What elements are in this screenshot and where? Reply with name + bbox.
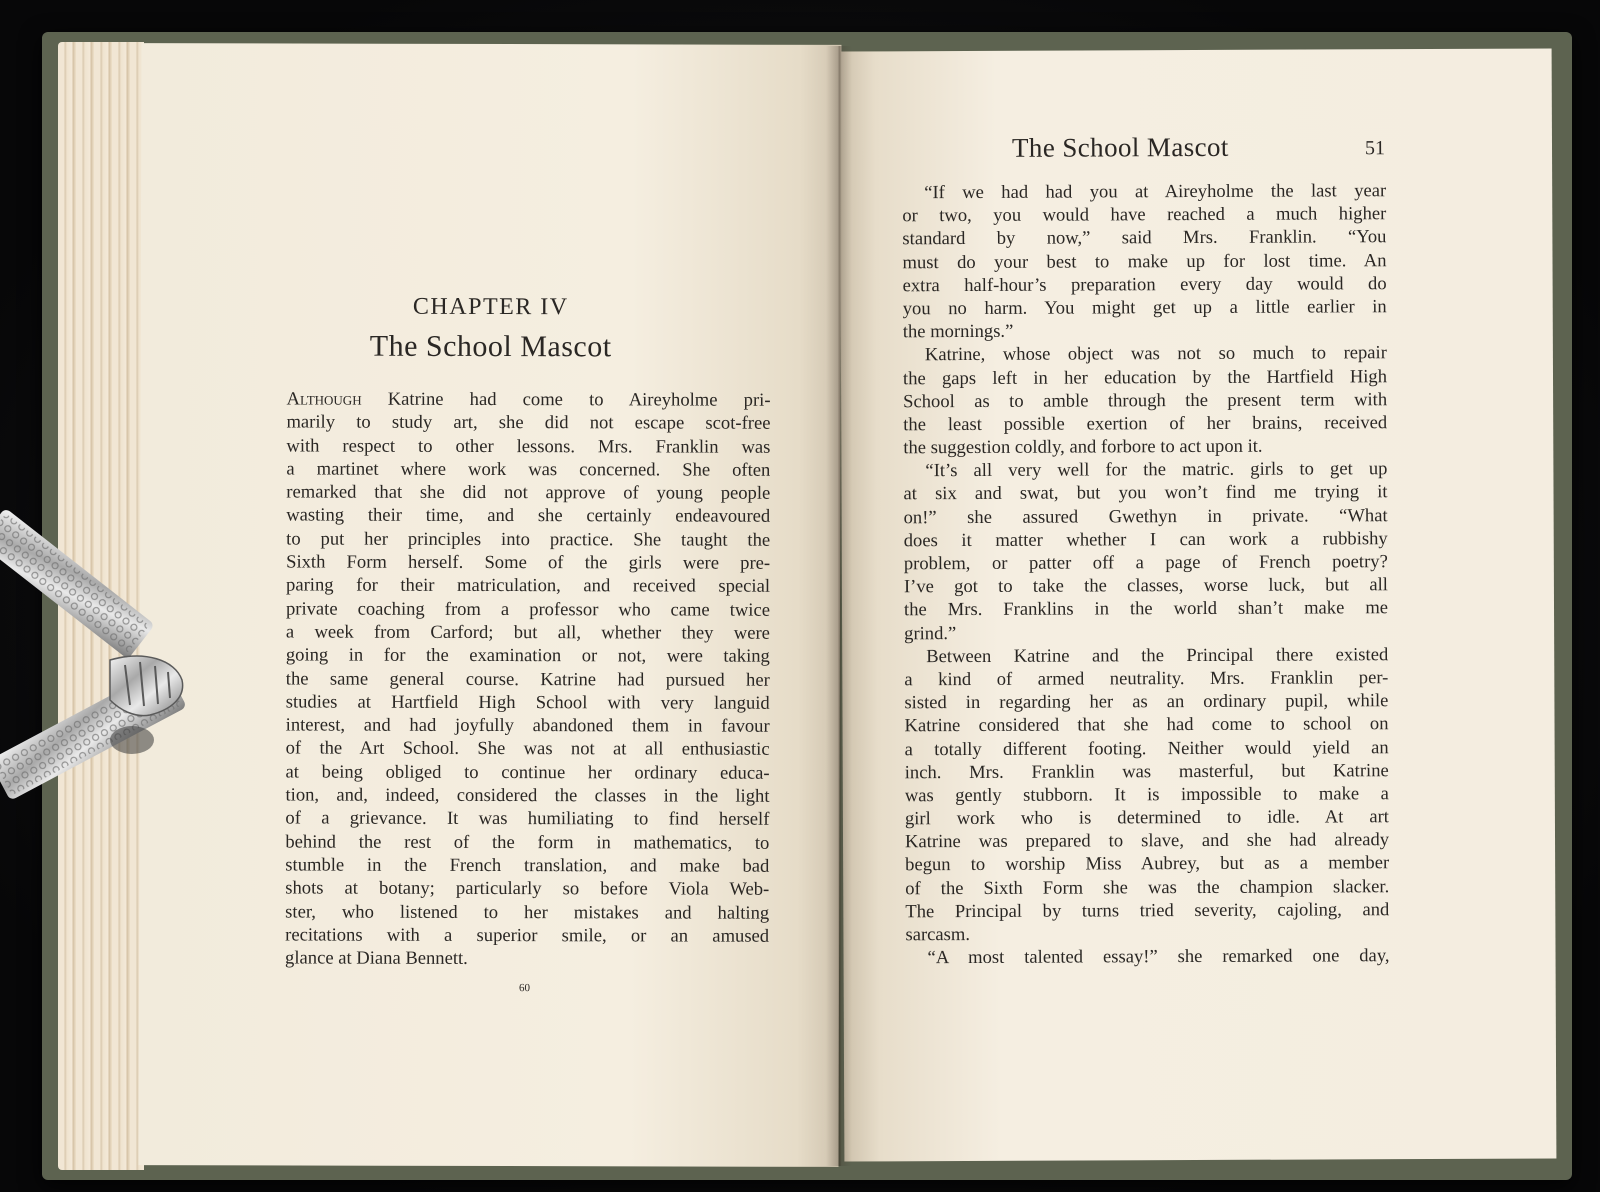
text-line: private coaching from a professor who came twice	[285, 598, 771, 621]
text-line: The Principal by turns tried severity, cajoling, and	[905, 898, 1390, 923]
text-line: marily to study art, she did not escape scot-free	[286, 411, 771, 435]
text-line: a totally different footing. Neither would yield an	[904, 736, 1389, 760]
text-line: begun to worship Miss Aubrey, but as a member	[905, 852, 1390, 876]
text-line: the least possible exertion of her brains, received	[903, 412, 1388, 436]
text-line: grind.”	[904, 622, 957, 644]
text-line: stumble in the French translation, and make bad	[285, 854, 770, 877]
text-line: glance at Diana Bennett.	[285, 947, 468, 970]
text-line: ster, who listened to her mistakes and halting	[285, 900, 770, 924]
text-line: was gently stubborn. It is impossible to make a	[904, 783, 1389, 807]
text-line: on!” she assured Gwethyn in private. “What	[903, 504, 1388, 528]
text-line: the same general course. Katrine had pursued her	[285, 668, 770, 691]
text-line: a kind of armed neutrality. Mrs. Franklin per-	[904, 667, 1389, 691]
text-line: at six and swat, but you won’t find me trying it	[903, 481, 1388, 505]
text-line: problem, or patter off a page of French poetry?	[903, 551, 1388, 575]
right-folio: 51	[1364, 137, 1386, 160]
text-line: does it matter whether I can work a rubbishy	[903, 527, 1388, 552]
text-line: paring for their matriculation, and received special	[286, 574, 771, 598]
text-line: “If we had had you at Aireyholme the last year	[924, 180, 1387, 204]
text-line: the suggestion coldly, and forbore to act upon it.	[903, 435, 1263, 459]
silver-bookmark-image	[0, 510, 240, 810]
text-line: recitations with a superior smile, or an amused	[285, 924, 770, 947]
line-text: Katrine had come to Aireyholme pri-	[361, 388, 771, 411]
book-gutter	[826, 46, 852, 1166]
right-body-text	[902, 179, 1389, 969]
text-line: a martinet where work was concerned. She often	[286, 458, 771, 481]
text-line: remarked that she did not approve of young people	[286, 481, 771, 504]
text-line: sarcasm.	[905, 923, 971, 946]
text-line: behind the rest of the form in mathematics, to	[285, 831, 770, 854]
text-line: standard by now,” said Mrs. Franklin. “You	[902, 226, 1387, 250]
text-line: tion, and, indeed, considered the classes in the light	[285, 784, 770, 807]
left-body-text	[285, 387, 771, 971]
text-line: the mornings.”	[902, 320, 1014, 343]
text-line: with respect to other lessons. Mrs. Franklin was	[286, 435, 771, 458]
right-page	[840, 48, 1557, 1161]
text-line: the Mrs. Franklins in the world shan’t make me	[903, 597, 1389, 621]
left-folio: 60	[518, 982, 531, 995]
text-line: interest, and had joyfully abandoned them in favour	[285, 714, 770, 737]
text-line: must do your best to make up for lost time. An	[902, 249, 1387, 273]
chapter-label: CHAPTER IV	[412, 293, 569, 321]
text-line: Sixth Form herself. Some of the girls were pre-	[286, 551, 771, 574]
text-line: I’ve got to take the classes, worse luck, but all	[903, 574, 1388, 598]
chapter-title: The School Mascot	[369, 329, 612, 364]
text-line: sisted in regarding her as an ordinary pupil, while	[904, 690, 1389, 714]
text-line: girl work who is determined to idle. At art	[904, 806, 1389, 830]
running-head: The School Mascot	[1011, 131, 1229, 163]
text-line: “A most talented essay!” she remarked one day,	[927, 945, 1390, 969]
text-line: to put her principles into practice. She taught the	[286, 528, 771, 551]
text-line: you no harm. You might get up a little earlier in	[902, 296, 1387, 320]
text-line: Katrine considered that she had come to school on	[904, 713, 1389, 737]
text-line: shots at botany; particularly so before Viola Web-	[285, 877, 770, 900]
text-line: of the Sixth Form she was the champion slacker.	[905, 875, 1390, 899]
text-line: inch. Mrs. Franklin was masterful, but Katrine	[904, 759, 1389, 783]
text-line: extra half-hour’s preparation every day would do	[902, 272, 1387, 297]
text-line: Katrine, whose object was not so much to repair	[924, 342, 1387, 366]
left-page	[139, 43, 842, 1167]
text-line: wasting their time, and she certainly endeavoured	[286, 504, 771, 528]
text-line: at being obliged to continue her ordinary educa-	[285, 761, 770, 784]
text-line	[287, 387, 771, 412]
text-line: going in for the examination or not, were taking	[285, 644, 770, 667]
text-line: a week from Carford; but all, whether they were	[285, 621, 770, 644]
text-line: Between Katrine and the Principal there existed	[926, 643, 1389, 667]
text-line: “It’s all very well for the matric. girls to get up	[925, 458, 1388, 482]
text-line: of the Art School. She was not at all enthusiastic	[285, 737, 770, 761]
text-line: studies at Hartfield High School with very languid	[285, 691, 770, 714]
opening-word: Although	[286, 388, 362, 410]
text-line: Katrine was prepared to slave, and she had already	[904, 829, 1390, 853]
text-line: of a grievance. It was humiliating to find herself	[285, 807, 770, 831]
text-line: School as to amble through the present term with	[903, 388, 1388, 412]
text-line: or two, you would have reached a much higher	[902, 203, 1387, 227]
text-line: the gaps left in her education by the Hartfield High	[902, 365, 1388, 389]
